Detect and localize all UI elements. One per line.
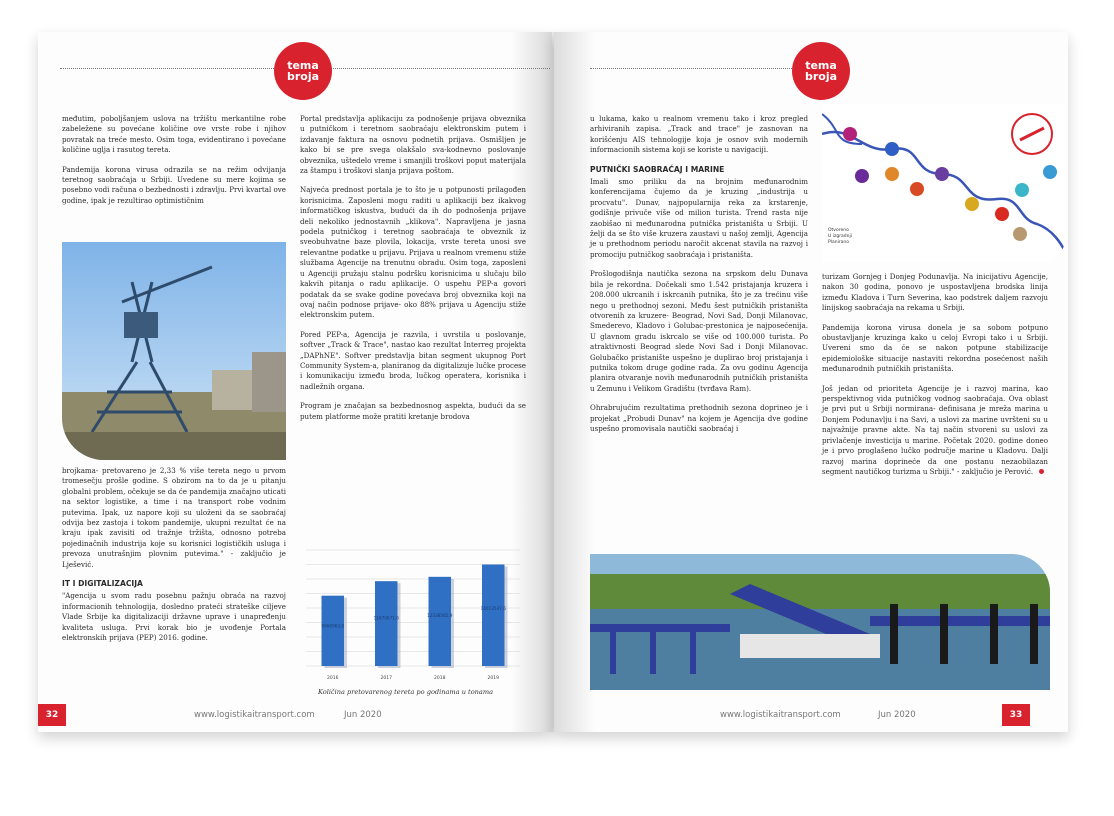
paragraph: Portal predstavlja aplikaciju za podnošenje prijava obveznika u putničkom i teretnom saobraćaju elektronskim putem i izdavanje faktura na osnovu podnetih prijava. Osmišljen je kako bi se pre svega olakšalo sva-kodnevno poslovanje obveznika, uštedelo vreme i smanjili troškovi poput materijala za štampu i troškovi slanja prijava poštom. [300, 114, 526, 176]
legend-item: Otvoreno [828, 228, 849, 233]
left-column-1-bottom [62, 466, 286, 653]
right-page [554, 32, 1068, 732]
cargo-bar-chart [296, 544, 528, 684]
section-heading: PUTNIČKI SAOBRAĆAJ I MARINE [590, 164, 725, 174]
paragraph: turizam Gornjeg i Donjeg Podunavlja. Na inicijativu Agencije, nakon 30 godina, ponovo je uspostavljena brodska linija između Kladova i Turn Severina, kao podstrek daljem razvoju linijskog saobraćaja na rekama u Srbiji. [822, 272, 1048, 313]
x-tick-label: 2018 [434, 676, 446, 681]
paragraph: Pandemija korona virusa odrazila se na režim odvijanja teretnog saobraćaja u Srbiji. Uvedene su mere kojima se posebno vodi računa o bezbednosti i zdravlju. Prvi kvartal ove godine, ipak je rezultirao optimističnim [62, 164, 286, 205]
paragraph: Pored PEP-a, Agencija je razvila, i uvrstila u poslovanje, softver „Track & Trace", nastao kao rezultat Interreg projekta „DAPhNE". Softver predstavlja bitan segment ukupnog Port Community System-a, planiranog da digitalizuje lučke procese i komunikaciju između broda, lučkog operatera, korisnika i nadležnih organa. [300, 329, 526, 391]
danube-map [822, 104, 1066, 262]
bar [375, 581, 397, 666]
legend-item: U izgradnji [828, 234, 853, 239]
map-legend [828, 228, 852, 246]
right-column-1 [590, 114, 808, 443]
left-column-1 [62, 114, 286, 215]
footer-site: www.logistikaitransport.com [194, 710, 315, 720]
section-heading: IT I DIGITALIZACIJA [62, 579, 143, 589]
footer-site: www.logistikaitransport.com [720, 710, 841, 720]
marina-illustration [590, 554, 1050, 690]
chart-caption: Količina pretovarenog tereta po godinama u tonama [318, 688, 494, 696]
bar [482, 565, 504, 667]
page-number: 32 [38, 704, 66, 726]
paragraph: Ohrabrujućim rezultatima prethodnih sezona doprineo je i projekat „Probudi Dunav" na kojem je Agencija dve godine uspešno promovisala nautički saobraćaj i [590, 403, 808, 433]
footer-issue: Jun 2020 [344, 710, 382, 720]
marina-photo [590, 554, 1050, 690]
right-column-2 [822, 272, 1048, 486]
paragraph: Još jedan od prioriteta Agencije je i razvoj marina, kao perspektivnog vida putničkog vodnog saobraćaja. Ova oblast je prvi put u Srbiji normirana- definisana je mreža marina u Donjem Podunavlju i na Savi, a uslovi za marine uvršteni su u najvažnije pravne akte. Na taj način stvoreni su uslovi za privlačenje investicija u marine. Početak 2020. godine doneo je i prvo proglašeno lučko područje marine u Kladovu. Dalji razvoj marina doprineće da one postanu nezaobilazan segment nautičkog turizma u Srbiji." - zaključio je Perović. [822, 383, 1048, 476]
section-badge: tema broja [274, 42, 332, 100]
paragraph: "Agencija u svom radu posebnu pažnju obraća na razvoj informacionih tehnologija, dosledno prateći strateške ciljeve Vlade Srbije ka digitalizaciji državne uprave i unapređenju kvaliteta usluga. Prvi korak bio je uvođenje Portala elektronskih prijava (PEP) 2016. godine. [62, 591, 286, 643]
paragraph: Najveća prednost portala je to što je u potpunosti prilagođen korisnicima. Zaposleni mogu raditi u aplikaciji bez ikakvog informatičkog iskustva, budući da ih do podnošenja prijave deli nekoliko jednostavnih „klikova". Napravljena je jasna podela putničkog i teretnog saobraćaja te obveznik iz sveobuhvatne baze plovila, lokacija, vrste tereta unosi sve relevantne podatke u prijavu. Prijava u realnom vremenu stiže službama Agencije na trenutnu obradu. Osim toga, zaposleni u Agenciji pružaju stalnu podršku korisnicima u slučaju bilo kakvih pitanja o radu aplikacije. O uspehu PEP-a govori podatak da se svake godine povećava broj obveznika koji na ovaj način podnose prijave- oko 88% prijava u Agenciju stiže elektronskim putem. [300, 185, 526, 320]
left-column-2 [300, 114, 526, 431]
paragraph: brojkama- pretovareno je 2,33 % više tereta nego u prvom tromesečju prošle godine. S obzirom na to da je u pitanju globalni problem, očekuje se da će pandemija značajno uticati na sektor logistike, a time i na transport robe vodnim putevima. Ipak, uz napore koji su uloženi da se saobraćaj odvija bez zastoja i tokom pandemije, ukupni rezultat će na kraju ipak zavisiti od tražnje tržišta, odnosno potreba pojedinačnih industrija koje su korisnici logističkih usluga i prevoza unutrašnjim plovnim putevima." - zaključio je Lješević. [62, 466, 286, 569]
section-badge: tema broja [792, 42, 850, 100]
header-rule [590, 68, 816, 69]
paragraph: Pandemija korona virusa donela je sa sobom potpuno obustavljanje kruzinga kako u celoj Evropi tako i u Srbiji. Uvereni smo da će se nakon potpune stabilizacije epidemiološke situacije nastaviti rekordna posećenost naših međunarodnih putničkih pristaništa. [822, 322, 1048, 374]
x-tick-label: 2016 [327, 676, 339, 681]
data-label: 9666963,8 [321, 623, 345, 629]
left-page [38, 32, 552, 732]
crane-illustration [62, 242, 286, 460]
footer-issue: Jun 2020 [878, 710, 916, 720]
bar [322, 596, 344, 666]
paragraph: Imali smo priliku da na brojnim međunarodnim konferencijama čujemo da je kruzing „industrija u procvatu". Dunav, najpopularnija reka za krstarenje, godišnje privuče više od milion turista. Trend rasta nije zaobišao ni međunarodna putnička pristaništa u Srbiji. U želji da se što više kruzera zaustavi u našoj zemlji, Agencija je u prethodnom periodu naročit akcenat stavila na razvoj i promociju putničkog saobraćaja i pristaništa. [590, 177, 808, 259]
data-label: 14013547,6 [480, 606, 506, 612]
paragraph: međutim, poboljšanjem uslova na tržištu merkantilne robe zabeležene su povećane količine ove vrste robe i njihov povratak na treće mesto. Osim toga, evidentirano i povećane količine uglja i rasutog tereta. [62, 114, 286, 155]
paragraph: u lukama, kako u realnom vremenu tako i kroz pregled arhiviranih zapisa. „Track and trace" je zasnovan na korišćenju AIS tehnologije koja je osnov svih modernih informacionih sistema koji se koriste u navigaciji. [590, 114, 808, 155]
data-label: 11670671,6 [373, 615, 399, 621]
data-label: 12338562,9 [427, 612, 453, 618]
x-tick-label: 2017 [380, 676, 392, 681]
end-mark-icon [1039, 469, 1044, 474]
bar [429, 577, 451, 666]
paragraph: Program je značajan sa bezbednosnog aspekta, budući da se putem platforme može pratiti kretanje brodova [300, 401, 526, 421]
page-number: 33 [1002, 704, 1030, 726]
paragraph: Prošlogodišnja nautička sezona na srpskom delu Dunava bila je rekordna. Dočekali smo 1.542 pristajanja kruzera i 208.000 ukrcanih i iskrcanih putnika, što je za trećinu više nego u prethodnoj sezoni. Među šest putničkih pristaništa otvorenih za kruzere- Beograd, Novi Sad, Donji Milanovac, Smederevo, Kladovo i Golubac-prestonica je najposećenija. U glavnom gradu iskrcalo se više od 100.000 turista. Po atraktivnosti Beograd slede Novi Sad i Donji Milanovac. Golubačko pristanište uspešno je duplirao broj pristajanja i putnika tokom druge godine rada. Za ovu godinu Agencija planira otvaranje novih međunarodnih putničkih pristaništa u Zemunu i Velikom Gradištu (tvrđava Ram). [590, 269, 808, 393]
crane-photo [62, 242, 286, 460]
legend-item: Planirano [828, 240, 850, 245]
map-illustration [822, 104, 1066, 262]
x-tick-label: 2019 [487, 676, 499, 681]
